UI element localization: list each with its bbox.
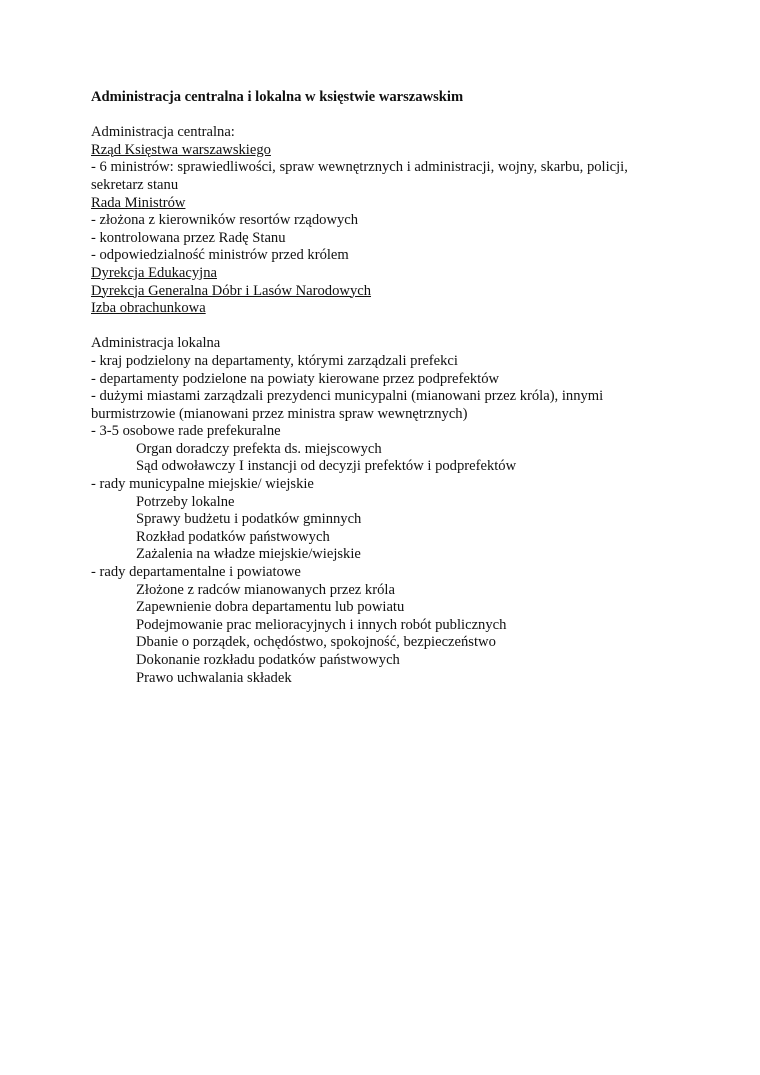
list-item: - 6 ministrów: sprawiedliwości, spraw wewnętrznych i administracji, wojny, skarbu, policji, sekretarz stanu: [91, 159, 628, 193]
rady-prefekturalne-item: - 3-5 osobowe rade prefekuralne: [91, 423, 281, 440]
document-title: Administracja centralna i lokalna w księstwie warszawskim: [91, 89, 464, 105]
rady-municypalne-item: - rady municypalne miejskie/ wiejskie: [91, 476, 314, 493]
list-item: - kontrolowana przez Radę Stanu: [91, 229, 286, 246]
sub-item: Dbanie o porządek, ochędóstwo, spokojność, bezpieczeństwo: [136, 634, 496, 651]
sub-item: Sąd odwoławczy I instancji od decyzji prefektów i podprefektów: [136, 458, 517, 475]
dyrekcja-edukacyjna-heading: Dyrekcja Edukacyjna: [91, 264, 218, 281]
list-item: - departamenty podzielone na powiaty kierowane przez podprefektów: [91, 370, 500, 387]
sub-item: Złożone z radców mianowanych przez króla: [136, 581, 395, 598]
dyrekcja-generalna-heading: Dyrekcja Generalna Dóbr i Lasów Narodowych: [91, 282, 372, 299]
sub-item: Prawo uchwalania składek: [136, 669, 292, 686]
sub-item: Organ doradczy prefekta ds. miejscowych: [136, 440, 382, 457]
sub-item: Dokonanie rozkładu podatków państwowych: [136, 652, 400, 668]
list-item: - odpowiedzialność ministrów przed królem: [91, 247, 349, 264]
sub-item: Potrzeby lokalne: [136, 493, 235, 510]
rzad-heading: Rząd Księstwa warszawskiego: [91, 141, 271, 158]
local-heading: Administracja lokalna: [91, 335, 221, 352]
izba-heading: Izba obrachunkowa: [91, 300, 206, 317]
paragraph-gap: [91, 318, 671, 336]
list-item: - kraj podzielony na departamenty, którymi zarządzali prefekci: [91, 352, 458, 369]
list-item: - dużymi miastami zarządzali prezydenci municypalni (mianowani przez króla), innymi burmistrzowie (mianowani przez ministra spraw wewnętrznych): [91, 388, 604, 422]
sub-item: Zażalenia na władze miejskie/wiejskie: [136, 546, 361, 563]
rada-heading: Rada Ministrów: [91, 194, 186, 211]
sub-item: Rozkład podatków państwowych: [136, 528, 330, 545]
central-heading: Administracja centralna:: [91, 124, 235, 141]
rady-departamentalne-item: - rady departamentalne i powiatowe: [91, 564, 301, 581]
sub-item: Sprawy budżetu i podatków gminnych: [136, 511, 362, 528]
document-page: [91, 89, 671, 687]
list-item: - złożona z kierowników resortów rządowych: [91, 212, 359, 229]
sub-item: Podejmowanie prac melioracyjnych i innych robót publicznych: [136, 616, 507, 633]
sub-item: Zapewnienie dobra departamentu lub powiatu: [136, 599, 405, 616]
